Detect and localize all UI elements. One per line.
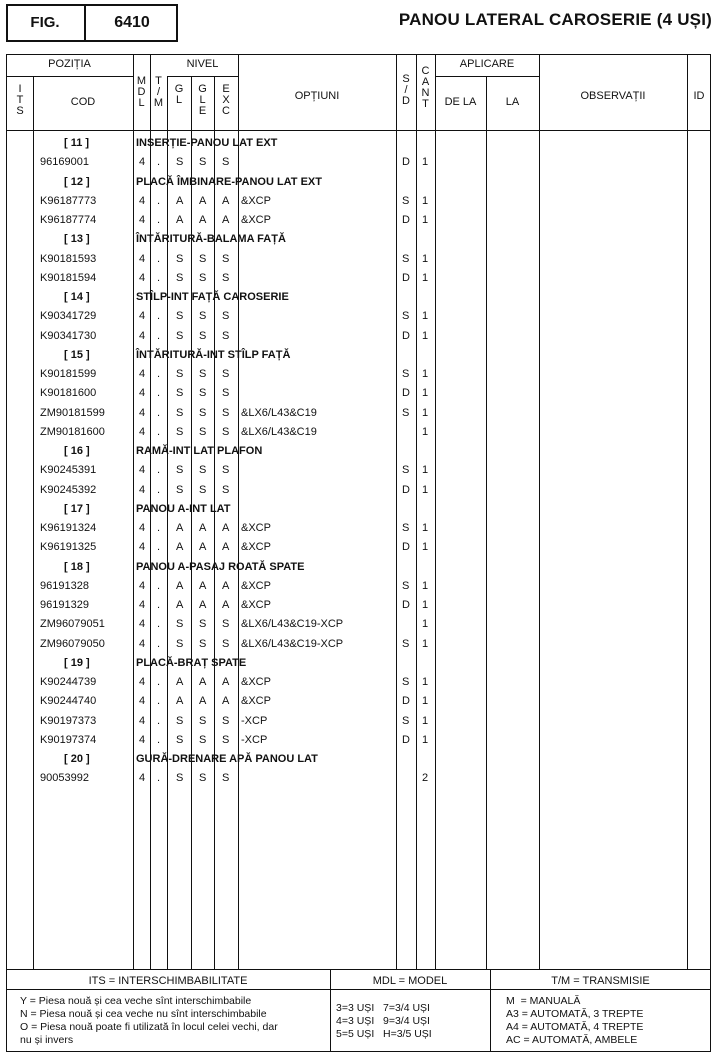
part-gle: S xyxy=(199,715,207,727)
part-code: K90181600 xyxy=(40,387,97,399)
part-exc: S xyxy=(222,253,230,265)
part-code: ZM96079051 xyxy=(40,618,105,630)
part-sd: S xyxy=(402,310,410,322)
part-mdl: 4 xyxy=(139,253,146,265)
part-exc: A xyxy=(222,522,230,534)
footer-tm-line: M = MANUALĂ xyxy=(506,995,581,1007)
part-cant: 1 xyxy=(422,541,429,553)
part-mdl: 4 xyxy=(139,734,146,746)
footer-its-title: ITS = INTERSCHIMBABILITATE xyxy=(88,975,248,987)
part-code: ZM90181599 xyxy=(40,407,105,419)
part-mdl: 4 xyxy=(139,464,146,476)
part-cant: 1 xyxy=(422,484,429,496)
part-cant: 1 xyxy=(422,368,429,380)
part-mdl: 4 xyxy=(139,522,146,534)
part-gle: A xyxy=(199,695,207,707)
part-sd: S xyxy=(402,715,410,727)
part-cant: 1 xyxy=(422,715,429,727)
part-gl: S xyxy=(176,638,184,650)
part-gle: S xyxy=(199,368,207,380)
part-code: 96191328 xyxy=(40,580,89,592)
col-id: ID xyxy=(693,90,705,102)
part-cant: 1 xyxy=(422,156,429,168)
part-mdl: 4 xyxy=(139,599,146,611)
part-cant: 1 xyxy=(422,195,429,207)
part-mdl: 4 xyxy=(139,695,146,707)
group-name: PANOU A-PASAJ ROATĂ SPATE xyxy=(136,561,305,573)
part-code: K90341729 xyxy=(40,310,97,322)
part-gle: S xyxy=(199,253,207,265)
part-code: ZM90181600 xyxy=(40,426,105,438)
part-code: ZM96079050 xyxy=(40,638,105,650)
footer-mdl-line: 3=3 UȘI 7=3/4 UȘI xyxy=(336,1002,430,1014)
part-mdl: 4 xyxy=(139,426,146,438)
part-exc: S xyxy=(222,734,230,746)
part-gl: S xyxy=(176,407,184,419)
part-mdl: 4 xyxy=(139,387,146,399)
part-code: K90244739 xyxy=(40,676,97,688)
part-code: 96169001 xyxy=(40,156,89,168)
part-mdl: 4 xyxy=(139,715,146,727)
part-gle: S xyxy=(199,772,207,784)
part-mdl: 4 xyxy=(139,580,146,592)
col-observatii: OBSERVAȚII xyxy=(580,90,646,102)
part-mdl: 4 xyxy=(139,310,146,322)
part-tm: . xyxy=(157,541,161,553)
part-tm: . xyxy=(157,772,161,784)
part-tm: . xyxy=(157,387,161,399)
part-gle: S xyxy=(199,734,207,746)
part-sd: S xyxy=(402,407,410,419)
parts-table xyxy=(6,54,711,1052)
group-number: [ 14 ] xyxy=(64,291,90,303)
part-exc: S xyxy=(222,484,230,496)
part-gl: A xyxy=(176,676,184,688)
part-gl: A xyxy=(176,522,184,534)
part-gle: S xyxy=(199,484,207,496)
part-mdl: 4 xyxy=(139,156,146,168)
part-gle: S xyxy=(199,618,207,630)
part-gl: S xyxy=(176,484,184,496)
part-options: &XCP xyxy=(241,541,271,553)
part-gl: A xyxy=(176,695,184,707)
group-name: INSERȚIE-PANOU LAT EXT xyxy=(136,137,278,149)
part-cant: 1 xyxy=(422,253,429,265)
part-mdl: 4 xyxy=(139,272,146,284)
figure-label: FIG. xyxy=(6,4,86,42)
part-options: &XCP xyxy=(241,195,271,207)
part-cant: 2 xyxy=(422,772,429,784)
part-mdl: 4 xyxy=(139,368,146,380)
group-number: [ 11 ] xyxy=(64,137,90,149)
part-cant: 1 xyxy=(422,638,429,650)
part-gle: S xyxy=(199,156,207,168)
part-exc: S xyxy=(222,387,230,399)
part-tm: . xyxy=(157,522,161,534)
group-name: PLACĂ-BRAȚ SPATE xyxy=(136,657,247,669)
part-exc: S xyxy=(222,156,230,168)
part-tm: . xyxy=(157,580,161,592)
part-gl: S xyxy=(176,272,184,284)
part-cant: 1 xyxy=(422,426,429,438)
part-code: K96187773 xyxy=(40,195,97,207)
part-exc: S xyxy=(222,310,230,322)
part-sd: S xyxy=(402,580,410,592)
col-tm: T / M xyxy=(153,75,164,109)
part-cant: 1 xyxy=(422,618,429,630)
part-cant: 1 xyxy=(422,387,429,399)
group-number: [ 16 ] xyxy=(64,445,90,457)
part-exc: A xyxy=(222,695,230,707)
group-number: [ 12 ] xyxy=(64,176,90,188)
part-sd: D xyxy=(402,272,410,284)
part-sd: S xyxy=(402,368,410,380)
part-tm: . xyxy=(157,407,161,419)
col-aplicare: APLICARE xyxy=(459,58,515,70)
part-code: K90245392 xyxy=(40,484,97,496)
part-sd: S xyxy=(402,195,410,207)
group-name: ÎNTĂRITURĂ-INT STÎLP FAȚĂ xyxy=(136,349,291,361)
part-gl: A xyxy=(176,580,184,592)
part-options: -XCP xyxy=(241,715,268,727)
part-exc: S xyxy=(222,272,230,284)
col-its: I T S xyxy=(16,83,24,117)
part-tm: . xyxy=(157,599,161,611)
part-gle: A xyxy=(199,522,207,534)
part-tm: . xyxy=(157,715,161,727)
part-tm: . xyxy=(157,330,161,342)
part-options: &XCP xyxy=(241,522,271,534)
part-tm: . xyxy=(157,156,161,168)
part-mdl: 4 xyxy=(139,330,146,342)
footer-its-line: Y = Piesa nouă și cea veche sînt interschimbabile xyxy=(20,995,252,1007)
col-dela: DE LA xyxy=(444,96,477,108)
part-sd: D xyxy=(402,484,410,496)
part-gle: A xyxy=(199,195,207,207)
part-gle: A xyxy=(199,580,207,592)
part-cant: 1 xyxy=(422,676,429,688)
part-code: K90197374 xyxy=(40,734,97,746)
col-gle: G L E xyxy=(198,83,207,117)
part-exc: A xyxy=(222,214,230,226)
part-options: &LX6/L43&C19-XCP xyxy=(241,618,344,630)
part-sd: S xyxy=(402,676,410,688)
part-gl: A xyxy=(176,599,184,611)
part-options: &XCP xyxy=(241,599,271,611)
part-code: K96191325 xyxy=(40,541,97,553)
part-mdl: 4 xyxy=(139,618,146,630)
col-optiuni: OPȚIUNI xyxy=(294,90,340,102)
part-code: K96187774 xyxy=(40,214,97,226)
col-pozitia: POZIȚIA xyxy=(48,58,91,70)
part-gle: S xyxy=(199,310,207,322)
part-tm: . xyxy=(157,484,161,496)
part-exc: A xyxy=(222,599,230,611)
part-code: 96191329 xyxy=(40,599,89,611)
part-gle: S xyxy=(199,407,207,419)
part-sd: S xyxy=(402,522,410,534)
part-code: K90181599 xyxy=(40,368,97,380)
part-code: K90244740 xyxy=(40,695,97,707)
part-mdl: 4 xyxy=(139,772,146,784)
part-cant: 1 xyxy=(422,464,429,476)
part-exc: S xyxy=(222,638,230,650)
group-number: [ 17 ] xyxy=(64,503,90,515)
footer-mdl-line: 5=5 UȘI H=3/5 UȘI xyxy=(336,1028,432,1040)
part-sd: D xyxy=(402,695,410,707)
part-gl: S xyxy=(176,310,184,322)
part-mdl: 4 xyxy=(139,638,146,650)
part-gl: S xyxy=(176,387,184,399)
part-sd: D xyxy=(402,330,410,342)
part-mdl: 4 xyxy=(139,484,146,496)
group-number: [ 18 ] xyxy=(64,561,90,573)
part-sd: S xyxy=(402,253,410,265)
part-tm: . xyxy=(157,734,161,746)
part-options: &LX6/L43&C19 xyxy=(241,407,317,419)
group-name: STÎLP-INT FAȚĂ CAROSERIE xyxy=(136,291,289,303)
group-number: [ 19 ] xyxy=(64,657,90,669)
part-tm: . xyxy=(157,638,161,650)
part-exc: A xyxy=(222,541,230,553)
part-exc: S xyxy=(222,464,230,476)
part-sd: D xyxy=(402,387,410,399)
part-gle: S xyxy=(199,387,207,399)
part-sd: D xyxy=(402,214,410,226)
part-sd: S xyxy=(402,464,410,476)
footer-its-line: N = Piesa nouă și cea veche nu sînt interschimbabile xyxy=(20,1008,267,1020)
part-cant: 1 xyxy=(422,522,429,534)
part-gl: A xyxy=(176,214,184,226)
col-cant: C A N T xyxy=(421,65,430,110)
part-gl: S xyxy=(176,772,184,784)
part-gl: S xyxy=(176,156,184,168)
part-gl: S xyxy=(176,330,184,342)
part-cant: 1 xyxy=(422,310,429,322)
part-tm: . xyxy=(157,464,161,476)
part-code: K90341730 xyxy=(40,330,97,342)
part-tm: . xyxy=(157,253,161,265)
part-code: K90181593 xyxy=(40,253,97,265)
part-options: &XCP xyxy=(241,695,271,707)
part-gle: S xyxy=(199,464,207,476)
part-options: &XCP xyxy=(241,580,271,592)
footer-its-line: O = Piesa nouă poate fi utilizată în locul celei vechi, dar xyxy=(20,1021,278,1033)
part-gle: A xyxy=(199,214,207,226)
group-name: ÎNTĂRITURĂ-BALAMA FAȚĂ xyxy=(136,233,286,245)
part-cant: 1 xyxy=(422,580,429,592)
part-tm: . xyxy=(157,426,161,438)
part-cant: 1 xyxy=(422,214,429,226)
part-cant: 1 xyxy=(422,734,429,746)
group-number: [ 20 ] xyxy=(64,753,90,765)
part-gle: S xyxy=(199,272,207,284)
part-gl: S xyxy=(176,464,184,476)
part-exc: A xyxy=(222,580,230,592)
part-exc: S xyxy=(222,772,230,784)
group-number: [ 13 ] xyxy=(64,233,90,245)
part-code: K90181594 xyxy=(40,272,97,284)
part-tm: . xyxy=(157,310,161,322)
group-name: GURĂ-DRENARE APĂ PANOU LAT xyxy=(136,753,318,765)
col-la: LA xyxy=(505,96,520,108)
part-gl: A xyxy=(176,541,184,553)
part-gle: A xyxy=(199,599,207,611)
part-mdl: 4 xyxy=(139,407,146,419)
part-gle: S xyxy=(199,638,207,650)
col-cod: COD xyxy=(70,96,96,108)
part-tm: . xyxy=(157,272,161,284)
part-sd: D xyxy=(402,541,410,553)
part-exc: S xyxy=(222,330,230,342)
part-exc: S xyxy=(222,618,230,630)
col-nivel: NIVEL xyxy=(186,58,219,70)
part-gle: S xyxy=(199,330,207,342)
part-mdl: 4 xyxy=(139,195,146,207)
part-tm: . xyxy=(157,695,161,707)
col-mdl: M D L xyxy=(136,75,147,109)
part-gle: A xyxy=(199,541,207,553)
figure-number: 6410 xyxy=(114,14,150,31)
part-gl: S xyxy=(176,253,184,265)
part-cant: 1 xyxy=(422,330,429,342)
group-number: [ 15 ] xyxy=(64,349,90,361)
part-tm: . xyxy=(157,618,161,630)
part-mdl: 4 xyxy=(139,214,146,226)
footer-tm-line: A3 = AUTOMATĂ, 3 TREPTE xyxy=(506,1008,644,1020)
part-sd: D xyxy=(402,734,410,746)
part-gl: A xyxy=(176,195,184,207)
part-mdl: 4 xyxy=(139,676,146,688)
part-cant: 1 xyxy=(422,695,429,707)
page-title: PANOU LATERAL CAROSERIE (4 UȘI) xyxy=(398,10,712,29)
part-mdl: 4 xyxy=(139,541,146,553)
part-gl: S xyxy=(176,368,184,380)
part-cant: 1 xyxy=(422,407,429,419)
part-options: &XCP xyxy=(241,214,271,226)
group-name: PLACĂ ÎMBINARE-PANOU LAT EXT xyxy=(136,176,322,188)
part-gl: S xyxy=(176,734,184,746)
footer-tm-line: A4 = AUTOMATĂ, 4 TREPTE xyxy=(506,1021,644,1033)
part-code: 90053992 xyxy=(40,772,89,784)
col-exc: E X C xyxy=(222,83,230,117)
part-exc: A xyxy=(222,195,230,207)
part-cant: 1 xyxy=(422,599,429,611)
group-name: RAMĂ-INT LAT PLAFON xyxy=(136,445,263,457)
part-exc: S xyxy=(222,426,230,438)
part-sd: D xyxy=(402,156,410,168)
part-exc: S xyxy=(222,368,230,380)
part-cant: 1 xyxy=(422,272,429,284)
part-exc: S xyxy=(222,715,230,727)
part-sd: S xyxy=(402,638,410,650)
part-gl: S xyxy=(176,426,184,438)
group-name: PANOU A-INT LAT xyxy=(136,503,231,515)
part-options: -XCP xyxy=(241,734,268,746)
part-gle: A xyxy=(199,676,207,688)
part-sd: D xyxy=(402,599,410,611)
col-gl: G L xyxy=(174,83,184,106)
footer-tm-title: T/M = TRANSMISIE xyxy=(551,975,650,987)
part-code: K90197373 xyxy=(40,715,97,727)
part-code: K96191324 xyxy=(40,522,97,534)
part-gle: S xyxy=(199,426,207,438)
part-code: K90245391 xyxy=(40,464,97,476)
footer-mdl-title: MDL = MODEL xyxy=(372,975,448,987)
part-tm: . xyxy=(157,676,161,688)
part-tm: . xyxy=(157,368,161,380)
part-tm: . xyxy=(157,195,161,207)
part-tm: . xyxy=(157,214,161,226)
part-gl: S xyxy=(176,715,184,727)
part-options: &LX6/L43&C19 xyxy=(241,426,317,438)
part-gl: S xyxy=(176,618,184,630)
part-exc: S xyxy=(222,407,230,419)
col-sd: S / D xyxy=(402,73,410,107)
part-exc: A xyxy=(222,676,230,688)
footer-tm-line: AC = AUTOMATĂ, AMBELE xyxy=(506,1034,638,1046)
part-options: &LX6/L43&C19-XCP xyxy=(241,638,344,650)
footer-mdl-line: 4=3 UȘI 9=3/4 UȘI xyxy=(336,1015,430,1027)
footer-its-line: nu și invers xyxy=(20,1034,74,1046)
part-options: &XCP xyxy=(241,676,271,688)
